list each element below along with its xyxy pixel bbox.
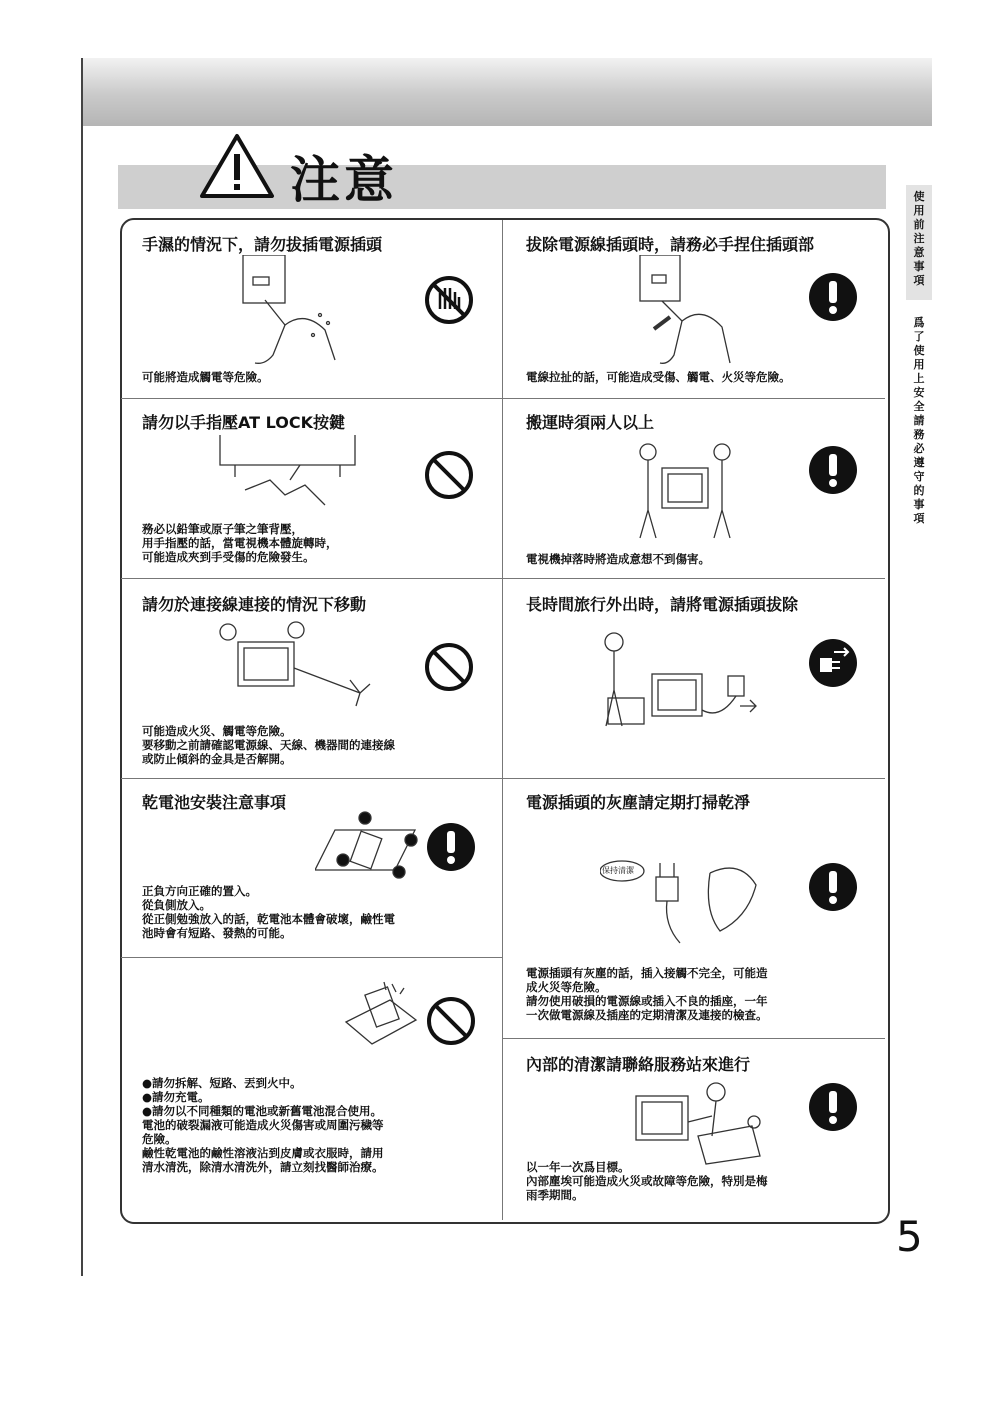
row-divider [121,957,502,958]
row-divider [121,578,885,579]
section-heading: 長時間旅行外出時，請將電源插頭拔除 [526,595,799,614]
section-note: 務必以鉛筆或原子筆之筆背壓， 用手指壓的話，當電視機本體旋轉時， 可能造成夾到手受傷的危險發生。 [142,522,338,564]
mandatory-icon [808,272,858,322]
clean-label: 保持清潔 [602,866,634,875]
mandatory-icon [808,862,858,912]
traveler-unplug-illustration [590,630,765,730]
side-subtitle: 爲了使用上安全請務必遵守的事項 [913,316,925,525]
section-note: 電線拉扯的話，可能造成受傷、觸電、火災等危險。 [526,370,791,384]
section-heading: 搬運時須兩人以上 [526,413,655,432]
no-wet-hands-icon [424,275,474,325]
mandatory-icon [808,1082,858,1132]
side-tab-label: 使用前注意事項 [913,190,925,287]
section-heading: 電源插頭的灰塵請定期打掃乾淨 [526,793,751,812]
section-note: 正負方向正確的置入。 從負側放入。 從正側勉強放入的話，乾電池本體會破壞，鹼性電 池時會有短路、發熱的可能。 [142,884,395,940]
mandatory-icon [426,822,476,872]
plug-wet-hand-illustration [225,255,345,365]
page-title: 注意 [290,151,398,209]
prohibited-icon [426,996,476,1046]
header-band [82,58,932,126]
column-divider [502,220,503,1220]
section-heading: 拔除電源線插頭時，請務必手捏住插頭部 [526,235,815,254]
row-divider [503,1038,885,1039]
plug-pull-illustration [630,255,740,365]
two-people-carry-illustration [630,440,740,540]
at-lock-finger-illustration [215,435,360,515]
prohibited-icon [424,642,474,692]
mandatory-icon [808,445,858,495]
moving-connected-tv-illustration [210,618,380,718]
battery-install-illustration [315,810,425,885]
section-heading: 乾電池安裝注意事項 [142,793,287,812]
section-note: 可能造成火災、觸電等危險。 要移動之前請確認電源線、天線、機器間的連接線 或防止傾斜的金具是否解開。 [142,724,395,766]
prohibited-icon [424,450,474,500]
section-note: ●請勿拆解、短路、丟到火中。 ●請勿充電。 ●請勿以不同種類的電池或新舊電池混合使用。 電池的破裂漏液可能造成火災傷害或周圍污穢等 危險。 鹼性乾電池的鹼性溶液沾到皮膚或衣服時，請用 清水清洗，除清水清洗外，請立刻找醫師治療。 [142,1076,384,1174]
row-divider [121,778,885,779]
left-margin-rule [81,58,83,1276]
section-heading: 請勿於連接線連接的情況下移動 [142,595,367,614]
battery-fire-illustration [340,980,420,1050]
warning-triangle-icon [198,132,276,200]
section-heading: 請勿以手指壓AT LOCK按鍵 [142,413,345,432]
row-divider [121,398,885,399]
section-heading: 內部的清潔請聯絡服務站來進行 [526,1055,751,1074]
section-heading: 手濕的情況下，請勿拔插電源插頭 [142,235,383,254]
unplug-icon [808,638,858,688]
section-note: 電源插頭有灰塵的話，插入接觸不完全，可能造 成火災等危險。 請勿使用破損的電源線或插入不良的插座，一年 一次做電源線及插座的定期清潔及連接的檢查。 [526,966,768,1022]
page-number: 5 [896,1212,923,1261]
caution-panel [120,218,890,1224]
section-note: 可能將造成觸電等危險。 [142,370,269,384]
service-cleaning-illustration [632,1076,772,1166]
section-note: 電視機掉落時將造成意想不到傷害。 [526,552,710,566]
section-note: 以一年一次爲目標。 內部塵埃可能造成火災或故障等危險，特別是梅 雨季期間。 [526,1160,768,1202]
